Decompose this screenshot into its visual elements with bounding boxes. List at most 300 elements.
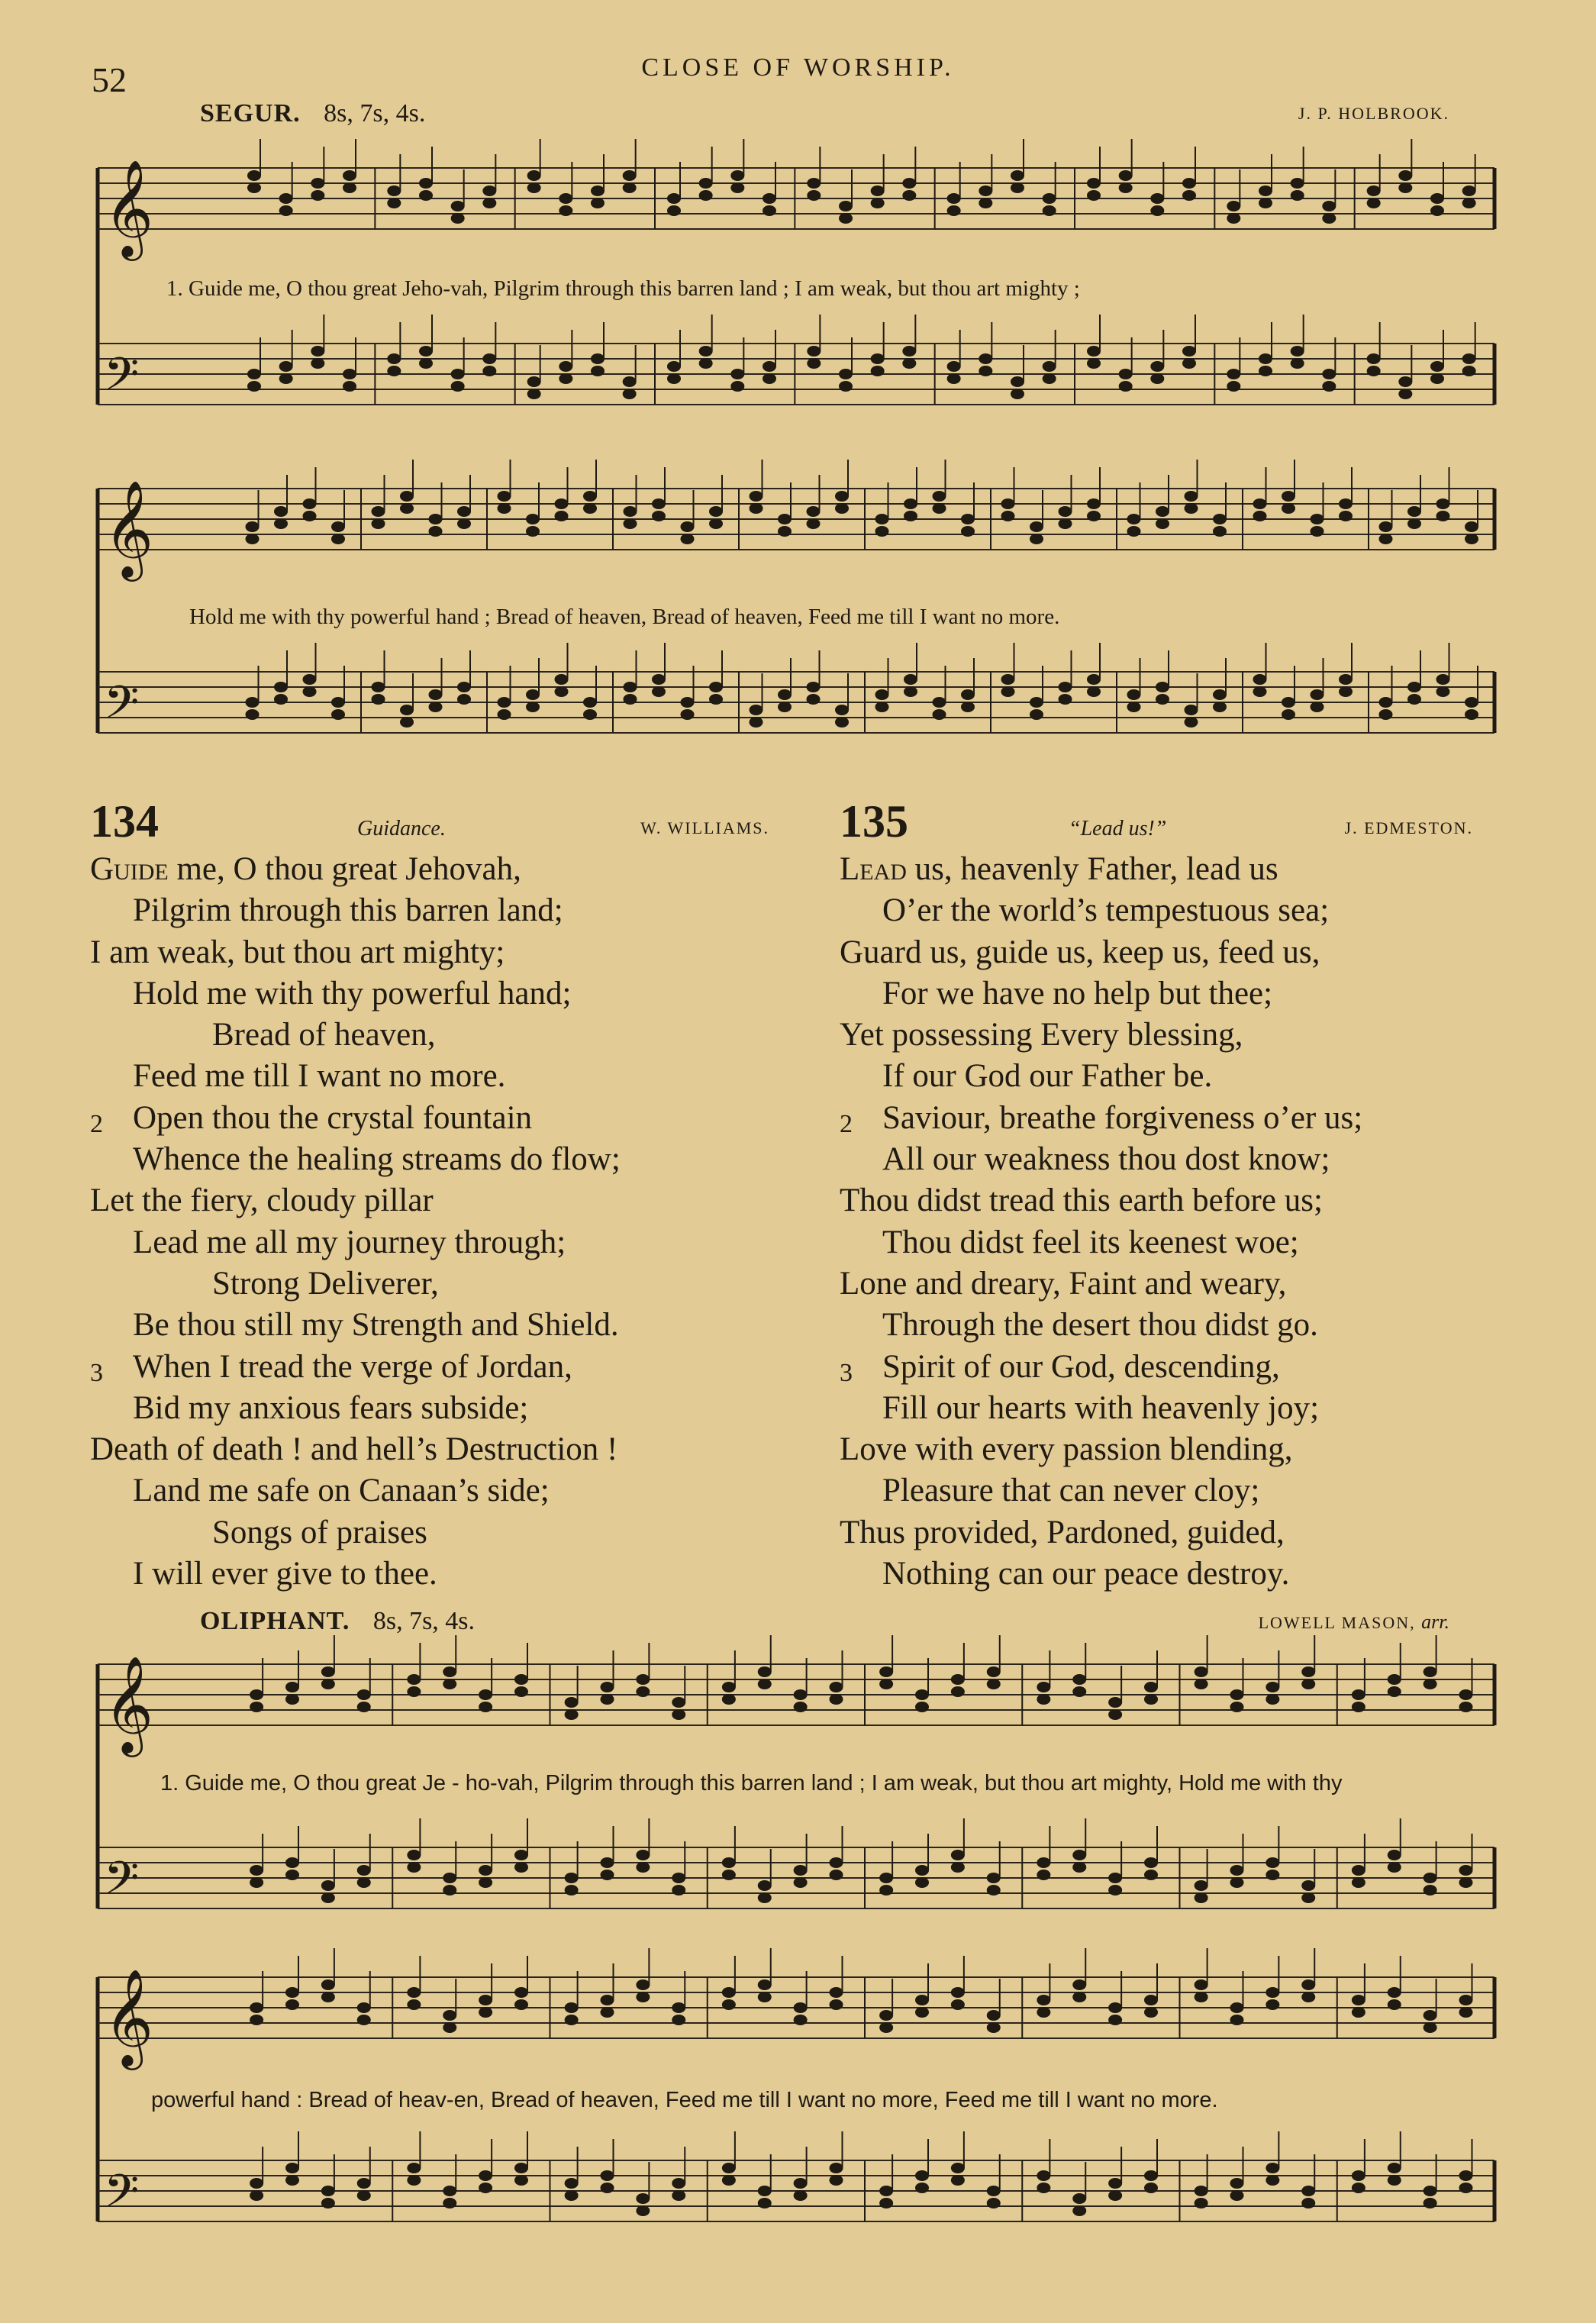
- note-head: [961, 514, 975, 524]
- note-head: [479, 1689, 492, 1700]
- verse-line-text: Spirit of our God, descending,: [882, 1348, 1280, 1385]
- verse-line-text: Bread of heaven,: [212, 1017, 436, 1053]
- tune-heading-oliphant: [200, 1607, 475, 1636]
- verse-line: [840, 1429, 1473, 1470]
- note-head: [565, 1885, 579, 1896]
- note-head: [1424, 2198, 1437, 2208]
- verse-line: [90, 1347, 769, 1388]
- note-head: [559, 373, 572, 384]
- note-head: [1367, 198, 1381, 208]
- note-head: [722, 1694, 736, 1705]
- verse-number: 2: [90, 1109, 103, 1138]
- verse-line: [90, 1470, 769, 1512]
- note-head: [1436, 686, 1450, 697]
- note-head: [667, 205, 681, 216]
- note-head: [794, 1689, 808, 1700]
- note-head: [527, 170, 541, 181]
- note-head: [357, 2178, 371, 2189]
- note-head: [1367, 366, 1381, 376]
- note-head: [279, 373, 293, 384]
- note-head: [947, 373, 961, 384]
- note-head: [915, 2170, 929, 2181]
- note-head: [250, 1865, 263, 1876]
- note-head: [555, 674, 569, 685]
- note-head: [1407, 682, 1421, 692]
- note-head: [1282, 503, 1295, 514]
- note-head: [1230, 1702, 1244, 1712]
- note-head: [933, 709, 946, 720]
- note-head: [1259, 366, 1272, 376]
- note-head: [526, 702, 540, 712]
- note-head: [1108, 1885, 1122, 1896]
- note-head: [429, 689, 443, 700]
- note-head: [1465, 534, 1478, 544]
- verse-line: [840, 1056, 1473, 1097]
- note-head: [1156, 682, 1169, 692]
- note-head: [601, 1870, 614, 1880]
- note-head: [1436, 498, 1450, 509]
- note-head: [1339, 686, 1353, 697]
- note-head: [915, 2007, 929, 2018]
- note-head: [555, 498, 569, 509]
- note-head: [1266, 1987, 1279, 1998]
- note-head: [1227, 381, 1240, 392]
- note-head: [1301, 1666, 1315, 1677]
- note-head: [303, 674, 317, 685]
- note-head: [1150, 205, 1164, 216]
- note-head: [807, 358, 821, 369]
- note-head: [1043, 373, 1056, 384]
- note-head: [672, 1709, 685, 1720]
- verse-line-text: For we have no help but thee;: [882, 975, 1273, 1011]
- verse-line-text: Yet possessing Every blessing,: [840, 1017, 1243, 1053]
- verse-line: [90, 849, 769, 890]
- note-head: [514, 2175, 528, 2186]
- note-head: [1144, 2007, 1158, 2018]
- note-head: [1037, 1995, 1050, 2005]
- note-head: [624, 506, 637, 517]
- note-head: [321, 1892, 335, 1903]
- note-head: [1230, 2002, 1244, 2013]
- note-head: [1459, 2170, 1473, 2181]
- note-head: [451, 213, 465, 224]
- note-head: [601, 1995, 614, 2005]
- note-head: [1253, 686, 1267, 697]
- note-head: [457, 682, 471, 692]
- verse-line-text: O’er the world’s tempestuous sea;: [882, 892, 1330, 929]
- note-head: [763, 193, 776, 204]
- note-head: [672, 2190, 685, 2201]
- note-head: [636, 1992, 650, 2002]
- note-head: [1430, 373, 1444, 384]
- note-head: [1459, 2183, 1473, 2193]
- note-head: [830, 1694, 843, 1705]
- note-head: [933, 491, 946, 502]
- verse-line-text: Guide me, O thou great Jehovah,: [90, 851, 521, 887]
- note-head: [1185, 503, 1198, 514]
- note-head: [482, 186, 496, 196]
- note-head: [667, 193, 681, 204]
- note-head: [1311, 526, 1324, 537]
- note-head: [947, 361, 961, 372]
- note-head: [514, 1862, 528, 1873]
- note-head: [830, 1857, 843, 1868]
- staff-system: [90, 466, 1510, 802]
- verse-line: [840, 1305, 1473, 1346]
- note-head: [951, 1674, 965, 1685]
- note-head: [1127, 514, 1141, 524]
- note-head: [624, 694, 637, 705]
- note-head: [636, 1979, 650, 1990]
- note-head: [750, 717, 763, 728]
- note-head: [1352, 1702, 1365, 1712]
- note-head: [1150, 373, 1164, 384]
- note-head: [933, 697, 946, 708]
- note-head: [527, 182, 541, 193]
- note-head: [443, 2198, 456, 2208]
- note-head: [285, 1870, 299, 1880]
- note-head: [479, 2183, 492, 2193]
- note-head: [526, 689, 540, 700]
- verse-line-text: Death of death ! and hell’s Destruction !: [90, 1431, 618, 1468]
- note-head: [871, 353, 885, 364]
- note-head: [303, 498, 317, 509]
- note-head: [321, 1666, 335, 1677]
- hymn-number: 134: [90, 796, 159, 847]
- note-head: [583, 491, 597, 502]
- note-head: [601, 1682, 614, 1692]
- note-head: [1367, 353, 1381, 364]
- note-head: [1465, 709, 1478, 720]
- note-head: [1087, 511, 1101, 521]
- note-head: [419, 178, 433, 189]
- hymn-topic: Guidance.: [357, 817, 446, 840]
- composer-name: LOWELL MASON,: [1258, 1613, 1416, 1632]
- note-head: [591, 198, 605, 208]
- verse-line-text: I will ever give to thee.: [133, 1556, 437, 1592]
- note-head: [1156, 506, 1169, 517]
- note-head: [709, 682, 723, 692]
- note-head: [1030, 534, 1043, 544]
- note-head: [1322, 369, 1336, 379]
- verse-line-text: Fill our hearts with heavenly joy;: [882, 1389, 1320, 1426]
- note-head: [407, 2175, 421, 2186]
- note-head: [667, 373, 681, 384]
- note-head: [457, 518, 471, 529]
- tune-meter: 8s, 7s, 4s.: [324, 99, 426, 127]
- verse-line-text: Saviour, breathe forgiveness o’er us;: [882, 1099, 1363, 1136]
- note-head: [623, 389, 637, 399]
- note-head: [730, 182, 744, 193]
- note-head: [1398, 170, 1412, 181]
- note-head: [1352, 2170, 1365, 2181]
- note-head: [565, 2015, 579, 2025]
- note-head: [482, 353, 496, 364]
- verse-number: 3: [90, 1358, 103, 1387]
- note-head: [672, 1873, 685, 1883]
- note-head: [879, 2022, 893, 2033]
- note-head: [722, 1999, 736, 2010]
- note-head: [479, 1702, 492, 1712]
- note-head: [601, 2170, 614, 2181]
- note-head: [1185, 491, 1198, 502]
- note-head: [357, 1702, 371, 1712]
- note-head: [1379, 697, 1393, 708]
- note-head: [451, 381, 465, 392]
- note-head: [407, 1999, 421, 2010]
- note-head: [902, 358, 916, 369]
- note-head: [250, 1689, 263, 1700]
- note-head: [498, 491, 511, 502]
- note-head: [357, 1877, 371, 1888]
- note-head: [387, 198, 401, 208]
- verse-line: [840, 1347, 1473, 1388]
- note-head: [1388, 1999, 1401, 2010]
- note-head: [343, 182, 356, 193]
- note-head: [879, 2198, 893, 2208]
- note-head: [979, 186, 992, 196]
- note-head: [1352, 2007, 1365, 2018]
- note-head: [343, 170, 356, 181]
- note-head: [1459, 2007, 1473, 2018]
- note-head: [794, 2178, 808, 2189]
- music-system: [90, 1947, 1510, 2305]
- note-head: [1388, 1862, 1401, 1873]
- note-head: [303, 511, 317, 521]
- note-head: [807, 346, 821, 357]
- verse-line: [840, 1098, 1473, 1139]
- note-head: [583, 709, 597, 720]
- treble-clef-icon: 𝄞: [104, 1968, 154, 2066]
- note-head: [835, 705, 849, 715]
- note-head: [1367, 186, 1381, 196]
- note-head: [1462, 186, 1476, 196]
- verse-line-text: Thus provided, Pardoned, guided,: [840, 1514, 1285, 1550]
- verse-line: [840, 890, 1473, 931]
- note-head: [987, 1679, 1001, 1689]
- note-head: [1119, 381, 1133, 392]
- note-head: [1195, 1666, 1208, 1677]
- note-head: [681, 697, 695, 708]
- note-head: [498, 697, 511, 708]
- note-head: [559, 205, 572, 216]
- note-head: [250, 2015, 263, 2025]
- note-head: [565, 1873, 579, 1883]
- note-head: [672, 1697, 685, 1708]
- note-head: [681, 534, 695, 544]
- note-head: [514, 2163, 528, 2173]
- note-head: [636, 1862, 650, 1873]
- note-head: [758, 1666, 772, 1677]
- note-head: [672, 2002, 685, 2013]
- note-head: [443, 2022, 456, 2033]
- note-head: [709, 506, 723, 517]
- verse-line: [90, 973, 769, 1015]
- note-head: [623, 182, 637, 193]
- note-head: [387, 353, 401, 364]
- note-head: [1459, 1689, 1473, 1700]
- note-head: [457, 506, 471, 517]
- note-head: [1282, 697, 1295, 708]
- note-head: [565, 2178, 579, 2189]
- note-head: [624, 518, 637, 529]
- note-head: [1266, 2175, 1279, 2186]
- note-head: [387, 186, 401, 196]
- note-head: [1424, 2022, 1437, 2033]
- note-head: [479, 2007, 492, 2018]
- note-head: [1398, 182, 1412, 193]
- note-head: [343, 369, 356, 379]
- note-head: [807, 178, 821, 189]
- note-head: [672, 2015, 685, 2025]
- note-head: [1266, 1682, 1279, 1692]
- verse-line-text: Lead us, heavenly Father, lead us: [840, 851, 1278, 887]
- note-head: [357, 1865, 371, 1876]
- note-head: [839, 369, 853, 379]
- note-head: [1072, 1686, 1086, 1697]
- note-head: [987, 1873, 1001, 1883]
- verse-line: [840, 1554, 1473, 1595]
- note-head: [699, 358, 713, 369]
- note-head: [1072, 2205, 1086, 2216]
- note-head: [1259, 198, 1272, 208]
- note-head: [1398, 376, 1412, 387]
- note-head: [915, 1877, 929, 1888]
- note-head: [482, 198, 496, 208]
- note-head: [526, 514, 540, 524]
- verse-number: 3: [840, 1358, 853, 1387]
- note-head: [479, 2170, 492, 2181]
- note-head: [1227, 201, 1240, 211]
- note-head: [794, 2015, 808, 2025]
- note-head: [1011, 376, 1024, 387]
- verse-line-text: Strong Deliverer,: [212, 1265, 439, 1302]
- note-head: [246, 534, 260, 544]
- note-head: [407, 2163, 421, 2173]
- note-head: [1301, 1992, 1315, 2002]
- note-head: [1108, 2190, 1122, 2201]
- verse-line-text: All our weakness thou dost know;: [882, 1141, 1330, 1178]
- note-head: [830, 2175, 843, 2186]
- note-head: [902, 190, 916, 201]
- treble-clef-icon: 𝄞: [104, 479, 154, 577]
- note-head: [722, 1682, 736, 1692]
- note-head: [794, 2190, 808, 2201]
- note-head: [758, 2186, 772, 2196]
- note-head: [1108, 1873, 1122, 1883]
- note-head: [1195, 1880, 1208, 1891]
- note-head: [311, 346, 324, 357]
- verse-number: 2: [840, 1109, 853, 1138]
- verse-line-text: Land me safe on Canaan’s side;: [133, 1473, 550, 1509]
- note-head: [303, 686, 317, 697]
- page-number: 52: [92, 60, 127, 99]
- note-head: [794, 1702, 808, 1712]
- note-head: [699, 178, 713, 189]
- note-head: [961, 526, 975, 537]
- note-head: [758, 2198, 772, 2208]
- note-head: [1108, 2002, 1122, 2013]
- note-head: [794, 2002, 808, 2013]
- note-head: [443, 1666, 456, 1677]
- note-head: [1352, 2183, 1365, 2193]
- verse-line-text: Guard us, guide us, keep us, feed us,: [840, 934, 1320, 970]
- note-head: [246, 697, 260, 708]
- note-head: [1037, 1857, 1050, 1868]
- verse-line-text: Pleasure that can never cloy;: [882, 1473, 1260, 1509]
- note-head: [730, 170, 744, 181]
- note-head: [672, 1885, 685, 1896]
- note-head: [1462, 366, 1476, 376]
- note-head: [1213, 514, 1227, 524]
- note-head: [1462, 198, 1476, 208]
- note-head: [951, 1862, 965, 1873]
- note-head: [1259, 353, 1272, 364]
- verse-line-text: Feed me till I want no more.: [133, 1058, 506, 1095]
- note-head: [1087, 686, 1101, 697]
- note-head: [1144, 2170, 1158, 2181]
- note-head: [987, 2010, 1001, 2021]
- note-head: [1037, 1694, 1050, 1705]
- note-head: [830, 1682, 843, 1692]
- note-head: [1195, 1892, 1208, 1903]
- note-head: [331, 697, 345, 708]
- note-head: [1424, 2186, 1437, 2196]
- hymn-134: [90, 795, 769, 1595]
- note-head: [961, 689, 975, 700]
- note-head: [1144, 1694, 1158, 1705]
- note-head: [879, 1666, 893, 1677]
- verse-line: [90, 1056, 769, 1097]
- note-head: [1230, 1689, 1244, 1700]
- note-head: [1087, 358, 1101, 369]
- note-head: [1072, 1979, 1086, 1990]
- note-head: [498, 709, 511, 720]
- note-head: [1030, 697, 1043, 708]
- note-head: [601, 2183, 614, 2193]
- note-head: [482, 366, 496, 376]
- note-head: [285, 1857, 299, 1868]
- verse-line-text: I am weak, but thou art mighty;: [90, 934, 505, 970]
- note-head: [794, 1865, 808, 1876]
- note-head: [559, 193, 572, 204]
- note-head: [722, 1870, 736, 1880]
- verse-line: [840, 1222, 1473, 1263]
- note-head: [246, 709, 260, 720]
- note-head: [1462, 353, 1476, 364]
- bass-clef-icon: 𝄢: [104, 1851, 140, 1915]
- verse-line: [840, 1388, 1473, 1429]
- note-head: [730, 381, 744, 392]
- note-head: [1291, 358, 1304, 369]
- note-head: [1459, 1865, 1473, 1876]
- note-head: [285, 2163, 299, 2173]
- note-head: [1011, 170, 1024, 181]
- note-head: [1424, 2010, 1437, 2021]
- note-head: [623, 170, 637, 181]
- note-head: [636, 1850, 650, 1860]
- music-system: [90, 466, 1510, 802]
- note-head: [1144, 2183, 1158, 2193]
- note-head: [1379, 521, 1393, 532]
- note-head: [1398, 389, 1412, 399]
- lyric-line: powerful hand : Bread of heav-en, Bread of heaven, Feed me till I want no more, Feed me till I want no more.: [151, 2088, 1218, 2112]
- note-head: [514, 1850, 528, 1860]
- note-head: [1001, 674, 1015, 685]
- note-head: [1230, 2015, 1244, 2025]
- note-head: [1156, 694, 1169, 705]
- verse-line: [840, 1139, 1473, 1180]
